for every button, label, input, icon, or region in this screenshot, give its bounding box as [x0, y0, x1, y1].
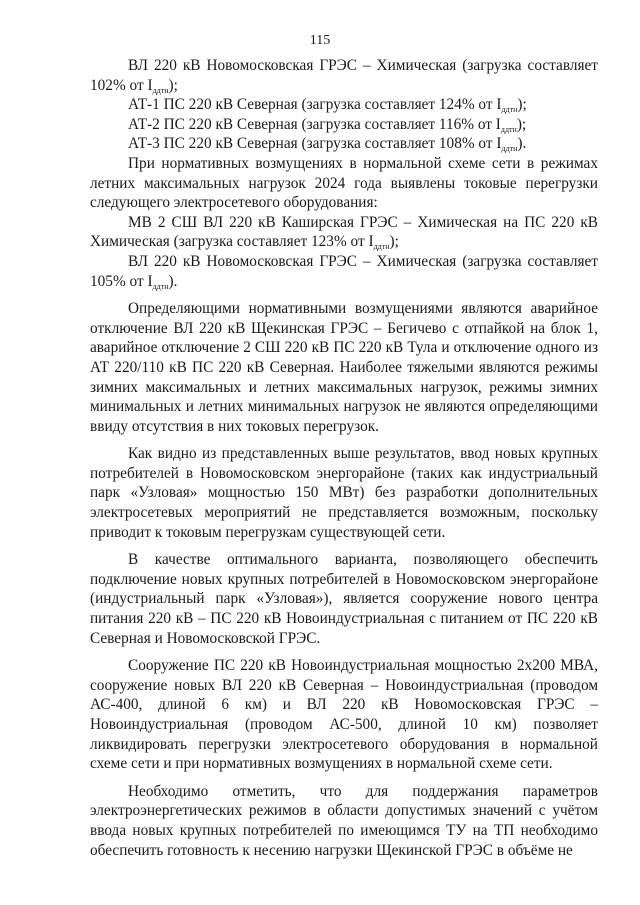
paragraph-summer-max-overloads	[90, 154, 598, 213]
paragraph-text-end: );	[516, 115, 527, 133]
subscript-ddtn: ддтн	[500, 124, 517, 134]
paragraph-vl-novomoskovskaya-khimicheskaya-105	[90, 252, 598, 291]
document-body	[90, 56, 598, 860]
paragraph-text: При нормативных возмущениях в нормальной схеме сети в режимах летних максимальных нагрузок 2024 года выявлены токовые перегрузки следующего электросетевого оборудования:	[90, 154, 598, 212]
subscript-ddtn: ддтн	[152, 281, 169, 291]
paragraph-schekinskaya-readiness	[90, 782, 598, 860]
paragraph-at1-severnaya	[90, 95, 598, 115]
paragraph-vl-novomoskovskaya-khimicheskaya-102	[90, 56, 598, 95]
subscript-ddtn: ддтн	[373, 242, 390, 252]
paragraph-text-end: );	[517, 96, 527, 114]
paragraph-text-end: ).	[168, 272, 178, 290]
paragraph-text-end: ).	[517, 135, 527, 153]
paragraph-text: Необходимо отметить, что для поддержания параметров электроэнергетических режимов в области допустимых значений с учётом ввода новых крупных потребителей по имеющимся ТУ на ТП необходимо обеспечить готовность к несению нагрузки Щекинской ГРЭС в объёме не	[90, 782, 598, 859]
paragraph-text: ВЛ 220 кВ Новомосковская ГРЭС – Химическая (загрузка составляет 105% от I	[90, 252, 598, 290]
paragraph-text-end: );	[168, 76, 178, 94]
paragraph-optimal-variant	[90, 550, 598, 648]
paragraph-text: Сооружение ПС 220 кВ Новоиндустриальная мощностью 2х200 МВА, сооружение новых ВЛ 220 кВ Северная – Новоиндустриальная (проводом АС-400, длиной 6 км) и ВЛ 220 кВ Новомосковская ГРЭС – Новоиндустриальная (проводом АС-500, длиной 10 км) позволяет ликвидировать перегрузки электросетевого оборудования в нормальной схеме сети и при нормативных возмущениях в нормальной схеме сети.	[90, 657, 598, 773]
paragraph-text: АТ-2 ПС 220 кВ Северная (загрузка составляет 116% от I	[128, 115, 501, 133]
paragraph-defining-disturbances	[90, 299, 598, 436]
subscript-ddtn: ддтн	[152, 85, 169, 95]
paragraph-mv-kashirskaya-khimicheskaya	[90, 213, 598, 252]
paragraph-text: МВ 2 СШ ВЛ 220 кВ Каширская ГРЭС – Химическая на ПС 220 кВ Химическая (загрузка составляет 123% от I	[90, 213, 598, 251]
paragraph-text: Определяющими нормативными возмущениями являются аварийное отключение ВЛ 220 кВ Щекинская ГРЭС – Бегичево с отпайкой на блок 1, аварийное отключение 2 СШ 220 кВ ПС 220 кВ Тула и отключение одного из АТ 220/110 кВ ПС 220 кВ Северная. Наиболее тяжелыми являются режимы зимних максимальных и летних максимальных нагрузок, режимы зимних минимальных и летних минимальных нагрузок не являются определяющими ввиду отсутствия в них токовых перегрузок.	[90, 300, 598, 435]
paragraph-substation-construction	[90, 656, 598, 774]
paragraph-at2-severnaya	[90, 115, 598, 135]
paragraph-text: АТ-3 ПС 220 кВ Северная (загрузка составляет 108% от I	[128, 135, 502, 153]
paragraph-text: Как видно из представленных выше результатов, ввод новых крупных потребителей в Новомосковском энергорайоне (таких как индустриальный парк «Узловая» мощностью 150 МВт) без разработки дополнительных электросетевых мероприятий не представляется возможным, поскольку приводит к токовым перегрузкам существующей сети.	[90, 445, 598, 541]
page-number: 115	[309, 33, 331, 48]
paragraph-new-consumers-conclusion	[90, 444, 598, 542]
paragraph-text: АТ-1 ПС 220 кВ Северная (загрузка составляет 124% от I	[128, 96, 502, 114]
paragraph-text: В качестве оптимального варианта, позволяющего обеспечить подключение новых крупных потребителей в Новомосковском энергорайоне (индустриальный парк «Узловая»), является сооружение нового центра питания 220 кВ – ПС 220 кВ Новоиндустриальная с питанием от ПС 220 кВ Северная и Новомосковской ГРЭС.	[90, 551, 598, 647]
paragraph-at3-severnaya	[90, 134, 598, 154]
paragraph-text-end: );	[389, 233, 399, 251]
subscript-ddtn: ддтн	[501, 105, 518, 115]
paragraph-text: ВЛ 220 кВ Новомосковская ГРЭС – Химическая (загрузка составляет 102% от I	[90, 57, 598, 94]
subscript-ddtn: ддтн	[501, 144, 518, 154]
